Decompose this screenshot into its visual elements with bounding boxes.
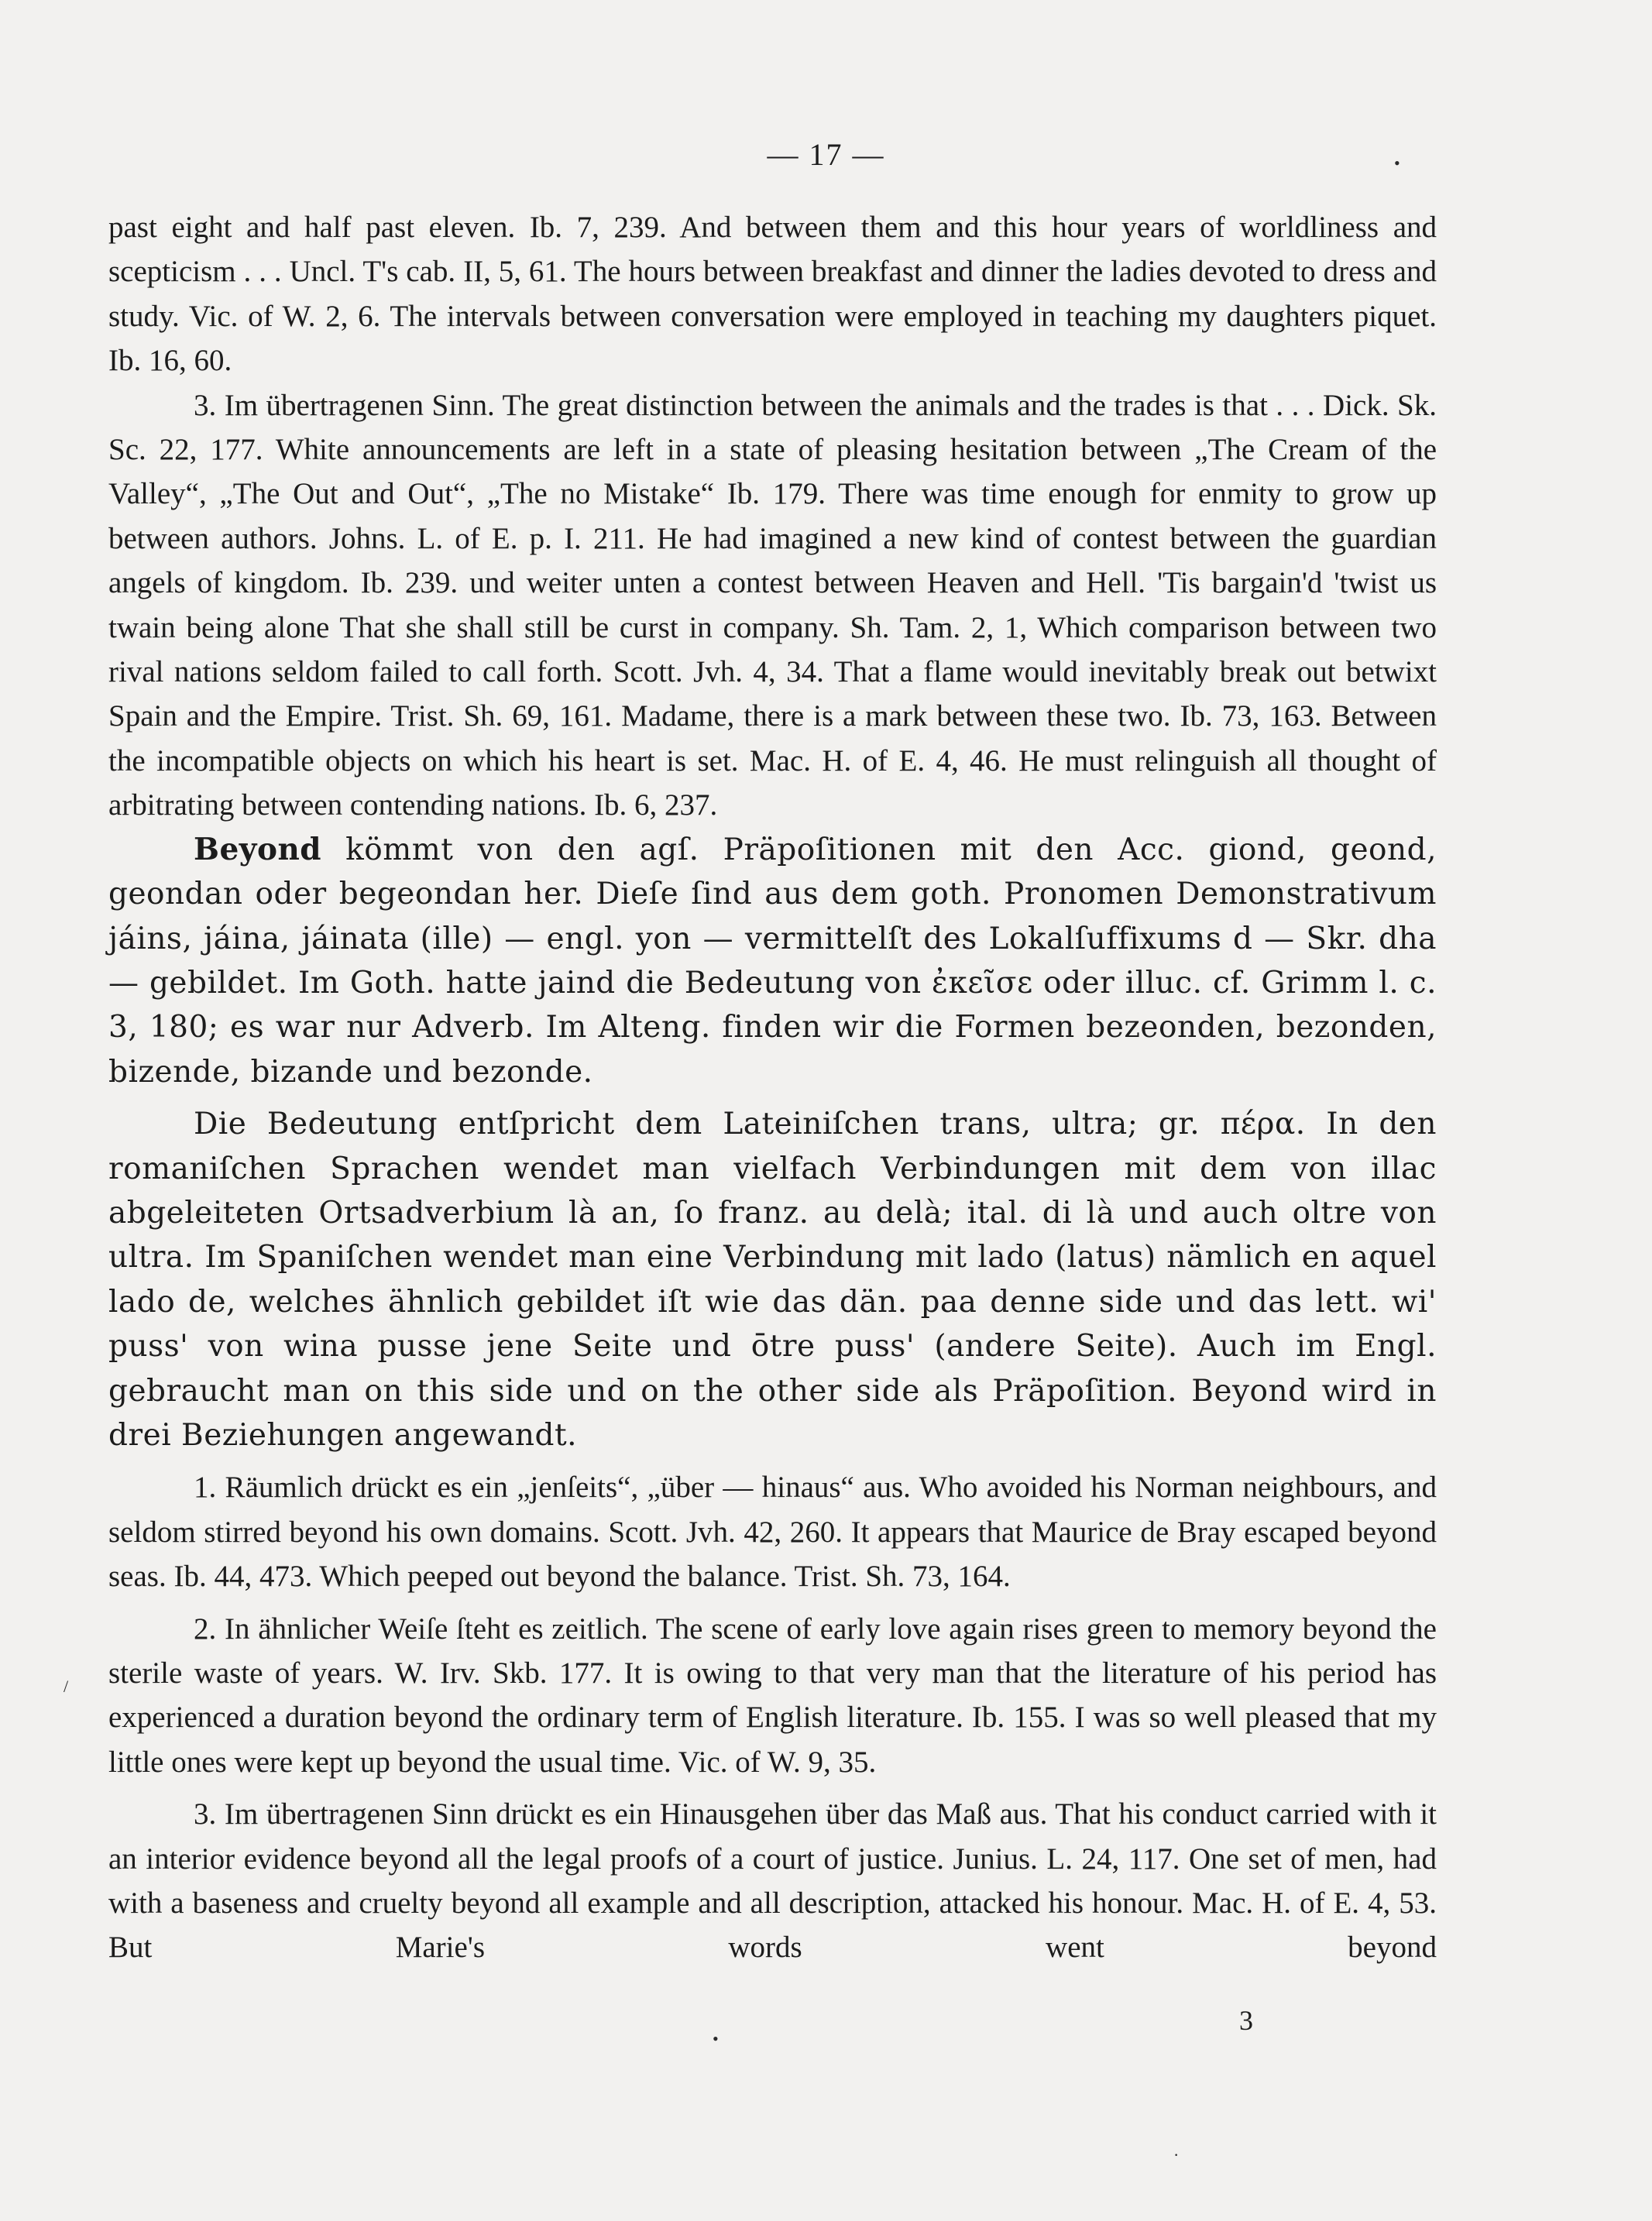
paragraph-beyond-temporal: 2. In ähnlicher Weiſe ſteht es zeitlich. The scene of early love again rises green to memory beyond the sterile waste of years. W. Irv. Skb. 177. It is owing to that very man that the literature of his period has experienced a duration beyond the ordinary term of English literature. Ib. 155. I was so well pleased that my little ones were kept up beyond the usual time. Vic. of W. 9, 35. bbox=[108, 1612, 1437, 1779]
paragraph-beyond-meaning: Die Bedeutung entſpricht dem Lateiniſchen trans, ultra; gr. πέρα. In den romaniſchen Sprachen wendet man vielfach Verbindungen mit dem von illac abgeleiteten Ortsadverbium là an, ſo franz. au delà; ital. di là und auch oltre von ultra. Im Spaniſchen wendet man eine Verbindung mit lado (latus) nämlich en aquel lado de, welches ähnlich gebildet iſt wie das dän. paa denne side und das lett. wi' puss' von wina pusse jene Seite und ōtre puss' (andere Seite). Auch im Engl. gebraucht man on this side und on the other side als Präpoſition. Beyond wird in drei Beziehungen angewandt. bbox=[108, 1107, 1437, 1453]
beyond-etymology-text: kömmt von den agſ. Präpoſitionen mit den Acc. giond, geond, geondan oder begeondan her. Dieſe ſind aus dem goth. Pronomen Demonstrativum jáins, jáina, jáinata (ille) — engl. yon — vermittelſt des Lokalſuffixums d — Skr. dha — gebildet. Im Goth. hatte jaind die Bedeutung von ἐκεῖσε oder illuc. cf. Grimm l. c. 3, 180; es war nur Adverb. Im Alteng. finden wir die Formen bezeonden, bezonden, bizende, bizande und bezonde. bbox=[108, 832, 1437, 1090]
body-text bbox=[108, 205, 1437, 1970]
paragraph-beyond-spatial: 1. Räumlich drückt es ein „jenſeits“, „über — hinaus“ aus. Who avoided his Norman neighbours, and seldom stirred beyond his own domains. Scott. Jvh. 42, 260. It appears that Maurice de Bray escaped beyond seas. Ib. 44, 473. Which peeped out beyond the balance. Trist. Sh. 73, 164. bbox=[108, 1471, 1437, 1594]
sheet-signature: 3 bbox=[1239, 2005, 1253, 2036]
beyond-heading: Beyond bbox=[194, 831, 322, 867]
paragraph-gap bbox=[108, 1599, 1437, 1607]
paragraph-between-figurative: 3. Im übertragenen Sinn. The great distinction between the animals and the trades is that . . . Dick. Sk. Sc. 22, 177. White announcements are left in a state of pleasing hesitation between „The Cream of the Valley“, „The Out and Out“, „The no Mistake“ Ib. 179. There was time enough for enmity to grow up between authors. Johns. L. of E. p. I. 211. He had imagined a new kind of contest between the guardian angels of kingdom. Ib. 239. und weiter unten a contest between Heaven and Hell. 'Tis bargain'd 'twist us twain being alone That she shall still be curst in company. Sh. Tam. 2, 1, Which comparison between two rival nations seldom failed to call forth. Scott. Jvh. 4, 34. That a flame would inevitably break out betwixt Spain and the Empire. Trist. Sh. 69, 161. Madame, there is a mark between these two. Ib. 73, 163. Between the incompatible objects on which his heart is set. Mac. H. of E. 4, 46. He must relinguish all thought of arbitrating between contending nations. Ib. 6, 237. bbox=[108, 388, 1437, 822]
ink-speck-mark: • bbox=[713, 2029, 719, 2048]
ink-speck-mark: / bbox=[64, 1677, 69, 1696]
paragraph-gap bbox=[108, 1457, 1437, 1465]
paragraph-beyond-figurative: 3. Im übertragenen Sinn drückt es ein Hinausgehen über das Maß aus. That his conduct carried with it an interior evidence beyond all the legal proofs of a court of justice. Junius. L. 24, 117. One set of men, had with a baseness and cruelty beyond all example and all description, attacked his honour. Mac. H. of E. 4, 53. But Marie's words went beyond bbox=[108, 1797, 1437, 1965]
paragraph-beyond-etymology bbox=[108, 828, 1437, 1094]
paragraph-gap bbox=[108, 1094, 1437, 1102]
ink-speck-mark: • bbox=[1394, 153, 1400, 173]
paragraph-gap bbox=[108, 1784, 1437, 1792]
ink-speck-mark: · bbox=[1173, 2145, 1180, 2164]
paragraph-between-continued: past eight and half past eleven. Ib. 7, 239. And between them and this hour years of worldliness and scepticism . . . Uncl. T's cab. II, 5, 61. The hours between breakfast and dinner the ladies devoted to dress and study. Vic. of W. 2, 6. The intervals between conversation were employed in teaching my daughters piquet. Ib. 16, 60. bbox=[108, 211, 1437, 378]
page-number: — 17 — bbox=[767, 137, 885, 172]
